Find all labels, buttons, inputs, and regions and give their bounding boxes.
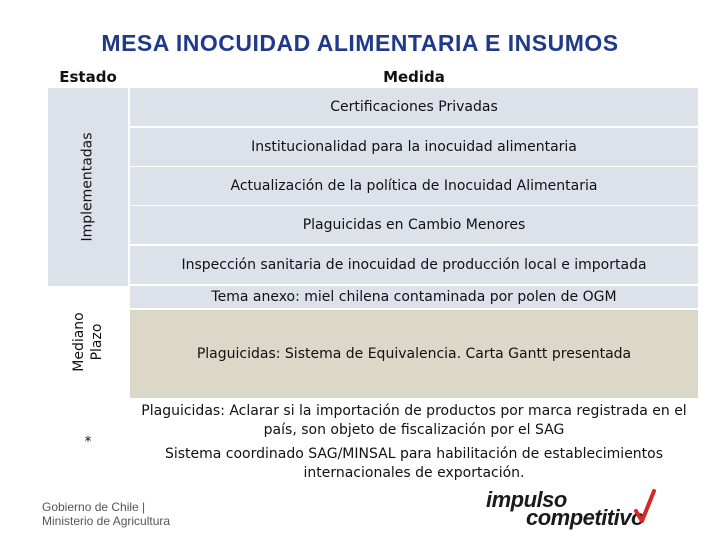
footer-line1: Gobierno de Chile | — [42, 500, 146, 514]
state-cell-implementadas — [48, 88, 128, 286]
measure-row: Plaguicidas en Cambio Menores — [130, 206, 698, 244]
state-label-mediano-line1: Mediano — [71, 312, 87, 372]
page-title: MESA INOCUIDAD ALIMENTARIA E INSUMOS — [101, 30, 619, 56]
state-cell-pending — [48, 398, 128, 486]
state-cell-mediano-plazo — [48, 286, 128, 398]
state-label-mediano-line2: Plazo — [89, 323, 105, 361]
measure-row: Sistema coordinado SAG/MINSAL para habilitación de establecimientos internacionales de exportación. — [130, 443, 698, 485]
state-label-mediano-plazo — [70, 312, 106, 372]
measure-row: Actualización de la política de Inocuidad Alimentaria — [130, 167, 698, 205]
measure-row: Institucionalidad para la inocuidad alimentaria — [130, 128, 698, 166]
measure-row: Plaguicidas: Sistema de Equivalencia. Carta Gantt presentada — [130, 310, 698, 398]
column-header-medida: Medida — [130, 64, 698, 90]
logo-word1: impulso — [486, 487, 567, 512]
footer-line2: Ministerio de Agricultura — [42, 514, 171, 528]
state-label-implementadas: Implementadas — [80, 132, 97, 242]
measure-row: Plaguicidas: Aclarar si la importación de productos por marca registrada en el país, son objeto de fiscalización por el SAG — [130, 400, 698, 442]
column-header-estado: Estado — [48, 64, 128, 90]
impulso-competitivo-logo — [486, 487, 686, 531]
measure-row: Certificaciones Privadas — [130, 88, 698, 126]
state-label-star: * — [84, 434, 92, 450]
measure-row: Inspección sanitaria de inocuidad de producción local e importada — [130, 246, 698, 284]
checkmark-icon — [634, 489, 656, 525]
footer-ministry — [42, 500, 170, 528]
measure-row: Tema anexo: miel chilena contaminada por polen de OGM — [130, 286, 698, 308]
logo-word2: competitivo — [526, 505, 644, 530]
